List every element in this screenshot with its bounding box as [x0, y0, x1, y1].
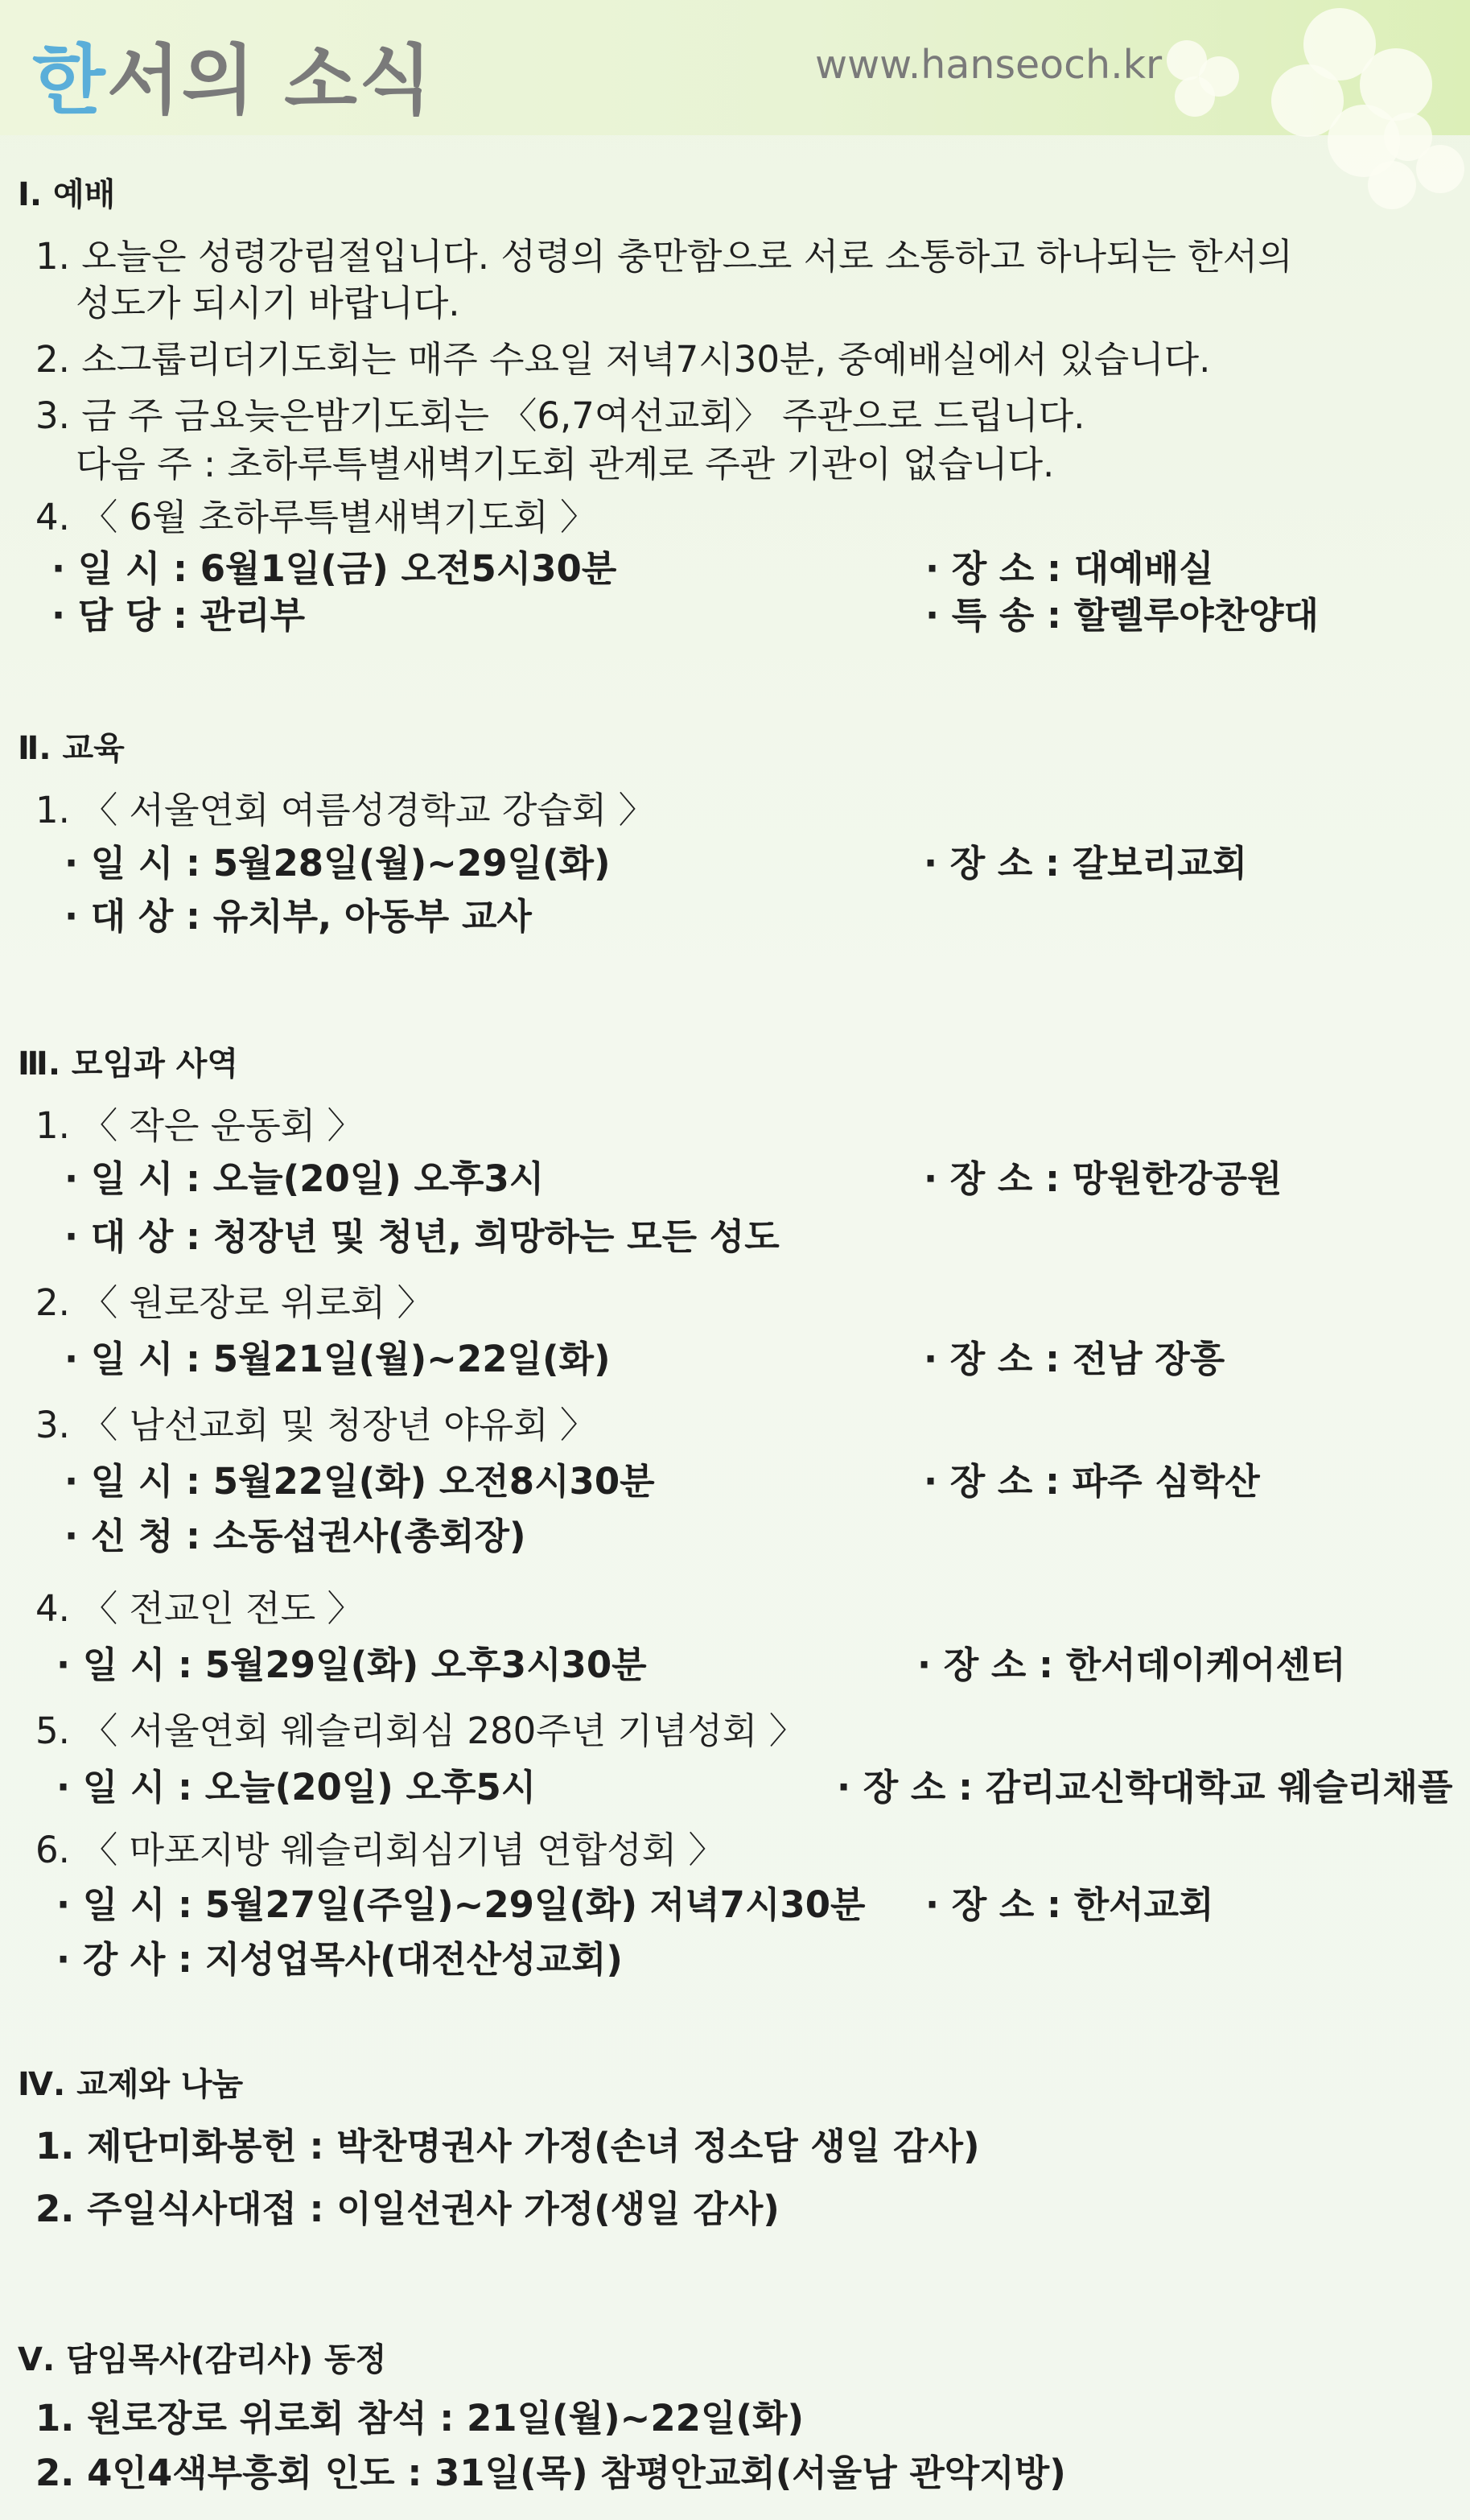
gathering-item-4-heading: 4. 〈 전교인 전도 〉 — [35, 1587, 364, 1630]
gathering-item-3-time: · 일 시 : 5월22일(화) 오전8시30분 — [64, 1460, 655, 1503]
education-item-1-time: · 일 시 : 5월28일(월)~29일(화) — [64, 842, 611, 885]
worship-item-1-line-1: 1. 오늘은 성령강림절입니다. 성령의 충만함으로 서로 소통하고 하나되는 한서의 — [35, 235, 1293, 278]
pastor-news-item-2: 2. 4인4색부흥회 인도 : 31일(목) 참평안교회(서울남 관악지방) — [35, 2452, 1066, 2494]
pastor-news-item-1: 1. 원로장로 위로회 참석 : 21일(월)~22일(화) — [35, 2397, 805, 2440]
gathering-item-6-time: · 일 시 : 5월27일(주일)~29일(화) 저녁7시30분 — [56, 1883, 866, 1926]
education-item-1-place: · 장 소 : 갈보리교회 — [924, 842, 1248, 885]
gathering-item-6-heading: 6. 〈 마포지방 웨슬리회심기념 연합성회 〉 — [35, 1829, 725, 1871]
clover-decoration-icon — [1368, 113, 1464, 225]
section-title-education: Ⅱ. 교육 — [18, 730, 125, 767]
gathering-item-3-heading: 3. 〈 남선교회 및 청장년 야유회 〉 — [35, 1404, 596, 1446]
education-item-1-heading: 1. 〈 서울연회 여름성경학교 강습회 〉 — [35, 789, 655, 831]
gathering-item-1-place: · 장 소 : 망원한강공원 — [924, 1157, 1283, 1200]
gathering-item-4-place: · 장 소 : 한서데이케어센터 — [917, 1644, 1346, 1686]
clover-decoration-icon — [1159, 32, 1255, 129]
worship-item-3-line-1: 3. 금 주 금요늦은밤기도회는 〈6,7여선교회〉 주관으로 드립니다. — [35, 394, 1085, 437]
fellowship-item-2: 2. 주일식사대접 : 이일선권사 가정(생일 감사) — [35, 2188, 780, 2230]
page-title-rest: 서의 소식 — [106, 37, 434, 125]
gathering-item-2-time: · 일 시 : 5월21일(월)~22일(화) — [64, 1338, 611, 1380]
worship-item-4-time: · 일 시 : 6월1일(금) 오전5시30분 — [51, 547, 617, 590]
gathering-item-5-heading: 5. 〈 서울연회 웨슬리회심 280주년 기념성회 〉 — [35, 1710, 805, 1752]
gathering-item-2-place: · 장 소 : 전남 장흥 — [924, 1338, 1225, 1380]
gathering-item-1-time: · 일 시 : 오늘(20일) 오후3시 — [64, 1157, 545, 1200]
website-url[interactable]: www.hanseoch.kr — [815, 42, 1163, 88]
worship-item-2: 2. 소그룹리더기도회는 매주 수요일 저녁7시30분, 중예배실에서 있습니다. — [35, 338, 1211, 381]
gathering-item-1-target: · 대 상 : 청장년 및 청년, 희망하는 모든 성도 — [64, 1215, 780, 1258]
section-title-pastor-news: Ⅴ. 담임목사(감리사) 동정 — [18, 2341, 387, 2378]
gathering-item-1-heading: 1. 〈 작은 운동회 〉 — [35, 1104, 364, 1147]
worship-item-4-charge: · 담 당 : 관리부 — [51, 594, 306, 637]
worship-item-3-line-2: 다음 주 : 초하루특별새벽기도회 관계로 주관 기관이 없습니다. — [76, 443, 1055, 485]
worship-item-4-special: · 특 송 : 할렐루야찬양대 — [925, 594, 1319, 637]
gathering-item-3-place: · 장 소 : 파주 심학산 — [924, 1460, 1260, 1503]
page-title — [32, 19, 434, 128]
section-title-worship: Ⅰ. 예배 — [18, 176, 116, 213]
education-item-1-target: · 대 상 : 유치부, 아동부 교사 — [64, 895, 532, 938]
gathering-item-6-speaker: · 강 사 : 지성업목사(대전산성교회) — [56, 1938, 624, 1981]
section-title-fellowship: Ⅳ. 교제와 나눔 — [18, 2066, 244, 2103]
gathering-item-6-place: · 장 소 : 한서교회 — [925, 1883, 1214, 1926]
worship-item-4-place: · 장 소 : 대예배실 — [925, 547, 1214, 590]
fellowship-item-1: 1. 제단미화봉헌 : 박찬명권사 가정(손녀 정소담 생일 감사) — [35, 2125, 980, 2167]
worship-item-4-heading: 4. 〈 6월 초하루특별새벽기도회 〉 — [35, 496, 596, 538]
gathering-item-3-apply: · 신 청 : 소동섭권사(총회장) — [64, 1515, 526, 1557]
gathering-item-5-place: · 장 소 : 감리교신학대학교 웨슬리채플 — [837, 1766, 1453, 1809]
page-title-accent: 한 — [32, 37, 107, 125]
gathering-item-2-heading: 2. 〈 원로장로 위로회 〉 — [35, 1281, 434, 1324]
section-title-gatherings: Ⅲ. 모임과 사역 — [18, 1046, 239, 1083]
gathering-item-4-time: · 일 시 : 5월29일(화) 오후3시30분 — [56, 1644, 647, 1686]
gathering-item-5-time: · 일 시 : 오늘(20일) 오후5시 — [56, 1766, 537, 1809]
worship-item-1-line-2: 성도가 되시기 바랍니다. — [76, 282, 460, 324]
